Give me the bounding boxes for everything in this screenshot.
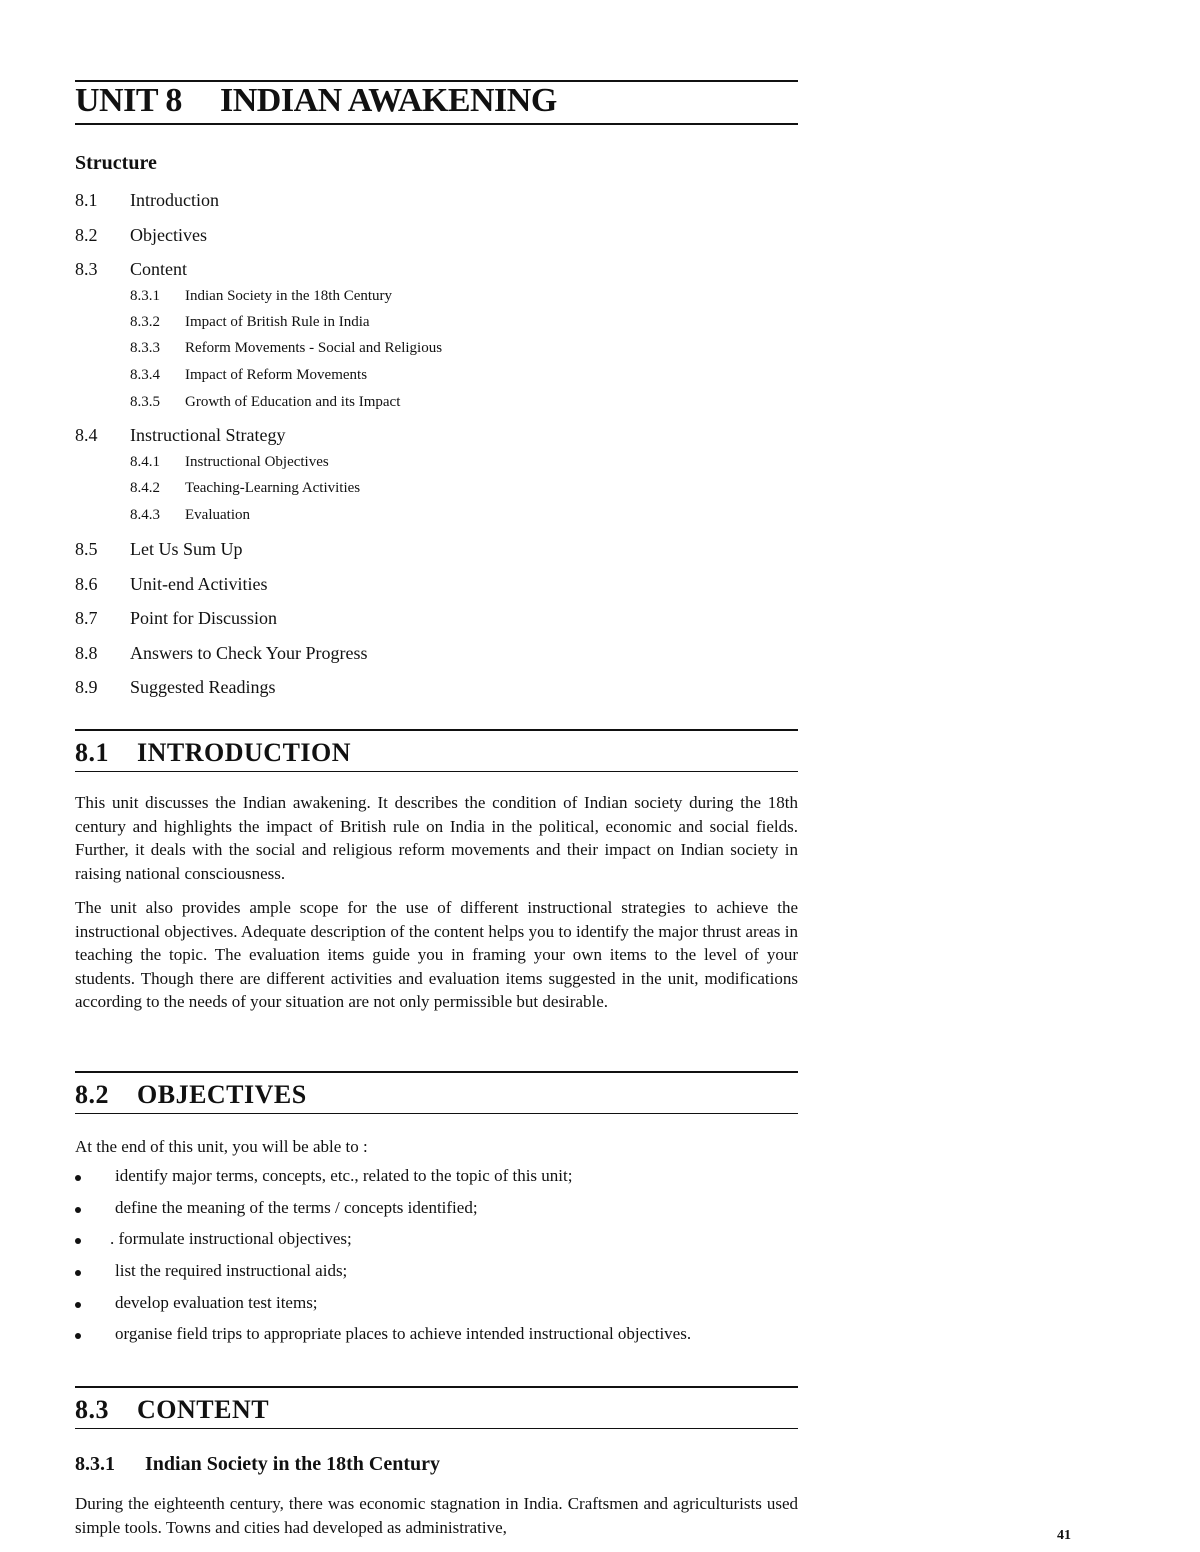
section-top-rule xyxy=(75,1386,798,1388)
toc-sub-number: 8.3.4 xyxy=(130,367,160,383)
toc-label: Content xyxy=(130,259,187,279)
toc-sub-number: 8.3.3 xyxy=(130,340,160,356)
toc-sub-number: 8.4.3 xyxy=(130,507,160,523)
subsection-title: Indian Society in the 18th Century xyxy=(145,1453,441,1475)
toc-number: 8.5 xyxy=(75,539,98,559)
toc-label: Unit-end Activities xyxy=(130,574,268,594)
toc-number: 8.7 xyxy=(75,608,98,628)
section-title: OBJECTIVES xyxy=(137,1080,307,1109)
section-title: CONTENT xyxy=(137,1395,270,1424)
section-number: 8.2 xyxy=(75,1080,109,1109)
toc-sub-number: 8.3.1 xyxy=(130,288,160,304)
toc-label: Instructional Strategy xyxy=(130,425,286,445)
bullet-icon xyxy=(75,1238,81,1244)
list-item-text: develop evaluation test items; xyxy=(115,1293,318,1312)
toc-sub-number: 8.4.1 xyxy=(130,454,160,470)
bullet-icon xyxy=(75,1302,81,1308)
list-item-text: list the required instructional aids; xyxy=(115,1261,348,1280)
toc-label: Suggested Readings xyxy=(130,677,276,697)
unit-number: UNIT 8 xyxy=(75,82,182,119)
toc-sub-label: Growth of Education and its Impact xyxy=(185,394,401,410)
toc-sub-label: Evaluation xyxy=(185,507,250,523)
bullet-icon xyxy=(75,1207,81,1213)
list-item-text: organise field trips to appropriate places to achieve intended instructional objectives. xyxy=(115,1324,692,1343)
toc-number: 8.9 xyxy=(75,677,98,697)
section-bottom-rule xyxy=(75,1113,798,1114)
toc-label: Answers to Check Your Progress xyxy=(130,643,368,663)
introduction-paragraph: This unit discusses the Indian awakening. It describes the condition of Indian society during the 18th century and highlights the impact of British rule on India in the political, economic and social fields. Further, it deals with the social and religious reform movements and their impact on Indian society in raising national consciousness. xyxy=(75,793,798,883)
toc-sub-label: Impact of Reform Movements xyxy=(185,367,368,383)
bullet-icon xyxy=(75,1175,81,1181)
toc-sub-label: Instructional Objectives xyxy=(185,454,329,470)
toc-number: 8.1 xyxy=(75,190,98,210)
toc-number: 8.8 xyxy=(75,643,98,663)
subsection-heading xyxy=(75,1453,440,1476)
toc-number: 8.3 xyxy=(75,259,98,279)
section-bottom-rule xyxy=(75,1428,798,1429)
page-number: 41 xyxy=(1057,1528,1071,1543)
list-item-text: define the meaning of the terms / concepts identified; xyxy=(115,1198,478,1217)
title-bottom-rule xyxy=(75,123,798,125)
objectives-lead: At the end of this unit, you will be able to : xyxy=(75,1137,368,1156)
objectives-heading xyxy=(75,1080,307,1110)
introduction-heading xyxy=(75,738,351,768)
subsection-number: 8.3.1 xyxy=(75,1453,115,1475)
list-item-text: . formulate instructional objectives; xyxy=(110,1229,352,1248)
content-paragraph: During the eighteenth century, there was economic stagnation in India. Craftsmen and agriculturists used simple tools. Towns and cities had developed as administrative, xyxy=(75,1494,798,1537)
toc-sub-number: 8.4.2 xyxy=(130,480,160,496)
section-bottom-rule xyxy=(75,771,798,772)
content-heading xyxy=(75,1395,269,1425)
structure-heading: Structure xyxy=(75,152,157,174)
toc-sub-label: Impact of British Rule in India xyxy=(185,314,370,330)
list-item-text: identify major terms, concepts, etc., related to the topic of this unit; xyxy=(115,1166,573,1185)
introduction-paragraph: The unit also provides ample scope for the use of different instructional strategies to achieve the instructional objectives. Adequate description of the content helps you to identify the major thrust areas in teaching the topic. The evaluation items guide you in framing your own items to the level of your students. Though there are different activities and evaluation items suggested in the unit, modifications according to the needs of your situation are not only permissible but desirable. xyxy=(75,898,798,1011)
unit-name: INDIAN AWAKENING xyxy=(220,82,557,119)
toc-sub-number: 8.3.2 xyxy=(130,314,160,330)
toc-label: Let Us Sum Up xyxy=(130,539,243,559)
toc-number: 8.6 xyxy=(75,574,98,594)
toc-sub-label: Indian Society in the 18th Century xyxy=(185,288,393,304)
bullet-icon xyxy=(75,1270,81,1276)
section-top-rule xyxy=(75,729,798,731)
section-top-rule xyxy=(75,1071,798,1073)
unit-title xyxy=(75,82,557,120)
toc-label: Point for Discussion xyxy=(130,608,278,628)
toc-number: 8.2 xyxy=(75,225,98,245)
toc-label: Objectives xyxy=(130,225,207,245)
section-title: INTRODUCTION xyxy=(137,738,352,767)
section-number: 8.3 xyxy=(75,1395,109,1424)
bullet-icon xyxy=(75,1333,81,1339)
section-number: 8.1 xyxy=(75,738,109,767)
toc-sub-label: Reform Movements - Social and Religious xyxy=(185,340,443,356)
toc-sub-label: Teaching-Learning Activities xyxy=(185,480,361,496)
toc-label: Introduction xyxy=(130,190,219,210)
toc-sub-number: 8.3.5 xyxy=(130,394,160,410)
toc-number: 8.4 xyxy=(75,425,98,445)
